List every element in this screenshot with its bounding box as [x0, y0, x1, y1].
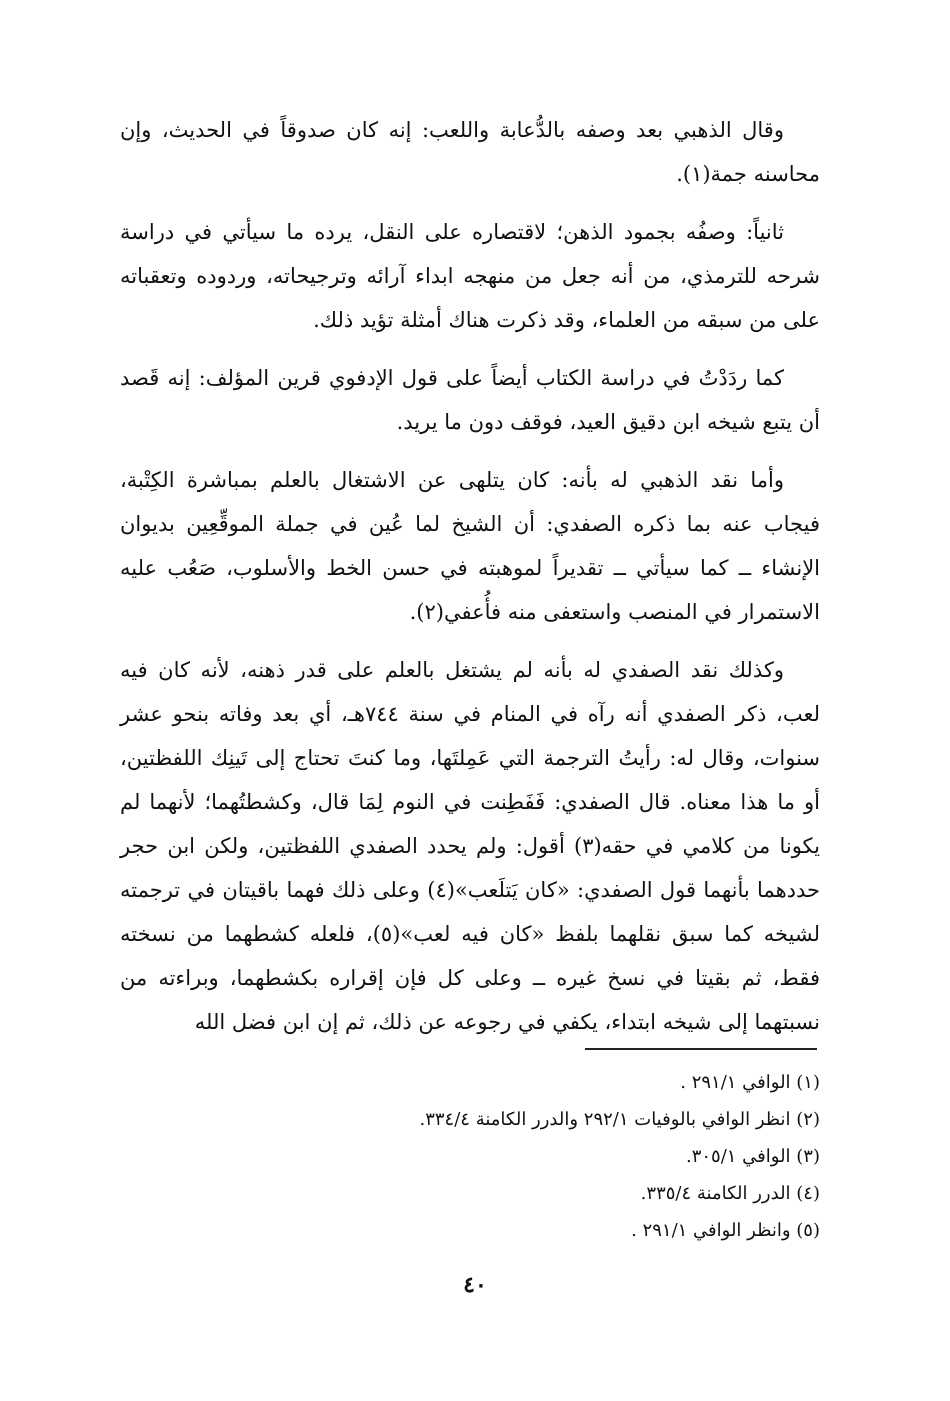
- footnote-2: (٢) انظر الوافي بالوفيات ٢٩٢/١ والدرر الكامنة ٣٣٤/٤.: [419, 1109, 820, 1130]
- paragraph-5: وكذلك نقد الصفدي له بأنه لم يشتغل بالعلم على قدر ذهنه، لأنه كان فيه لعب، ذكر الصفدي أنه رآه في المنام في سنة ٧٤٤هـ، أي بعد وفاته بنحو عشر سنوات، وقال له: رأيتُ الترجمة التي عَمِلتَها، وما كنتَ تحتاج إلى تَينِك اللفظتين، أو ما هذا معناه. قال الصفدي: فَفَطِنت في النوم لِمَا قال، وكشطتُهما؛ لأنهما لم يكونا من كلامي في حقه(٣) أقول: ولم يحدد الصفدي اللفظتين، ولكن ابن حجر حددهما بأنهما قول الصفدي: «كان يَتلَعب»(٤) وعلى ذلك فهما باقيتان في ترجمته لشيخه كما سبق نقلهما بلفظ «كان فيه لعب»(٥)، فلعله كشطهما من نسخته فقط، ثم بقيتا في نسخ غيره ــ وعلى كل فإن إقراره بكشطهما، وبراءته من نسبتهما إلى شيخه ابتداء، يكفي في رجوعه عن ذلك، ثم إن ابن فضل الله: [120, 658, 821, 1034]
- footnote-divider: [585, 1048, 817, 1050]
- footnote-4: (٤) الدرر الكامنة ٣٣٥/٤.: [640, 1183, 820, 1204]
- paragraph-4: وأما نقد الذهبي له بأنه: كان يتلهى عن الاشتغال بالعلم بمباشرة الكِتْبة، فيجاب عنه بما ذكره الصفدي: أن الشيخ لما عُين في جملة الموقِّعِين بديوان الإنشاء ــ كما سيأتي ــ تقديراً لموهبته في حسن الخط والأسلوب، صَعُب عليه الاستمرار في المنصب واستعفى منه فأُعفي(٢).: [120, 468, 820, 624]
- paragraph-3: كما ردَدْتُ في دراسة الكتاب أيضاً على قول الإدفوي قرين المؤلف: إنه قَصد أن يتبع شيخه ابن دقيق العيد، فوقف دون ما يريد.: [120, 366, 820, 434]
- main-text: [120, 108, 820, 1058]
- paragraph-1: وقال الذهبي بعد وصفه بالدُّعابة واللعب: إنه كان صدوقاً في الحديث، وإن محاسنه جمة(١).: [120, 118, 820, 186]
- paragraph-2: ثانياً: وصفُه بجمود الذهن؛ لاقتصاره على النقل، يرده ما سيأتي في دراسة شرحه للترمذي، من أنه جعل من منهجه ابداء آرائه وترجيحاته، وردوده وتعقباته على من سبقه من العلماء، وقد ذكرت هناك أمثلة تؤيد ذلك.: [120, 220, 820, 332]
- footnote-1: (١) الوافي ٢٩١/١ .: [680, 1072, 820, 1093]
- page-number: ٤٠: [463, 1272, 487, 1298]
- footnotes: [260, 1064, 820, 1249]
- footnote-3: (٣) الوافي ٣٠٥/١.: [685, 1146, 820, 1167]
- footnote-5: (٥) وانظر الوافي ٢٩١/١ .: [631, 1220, 820, 1241]
